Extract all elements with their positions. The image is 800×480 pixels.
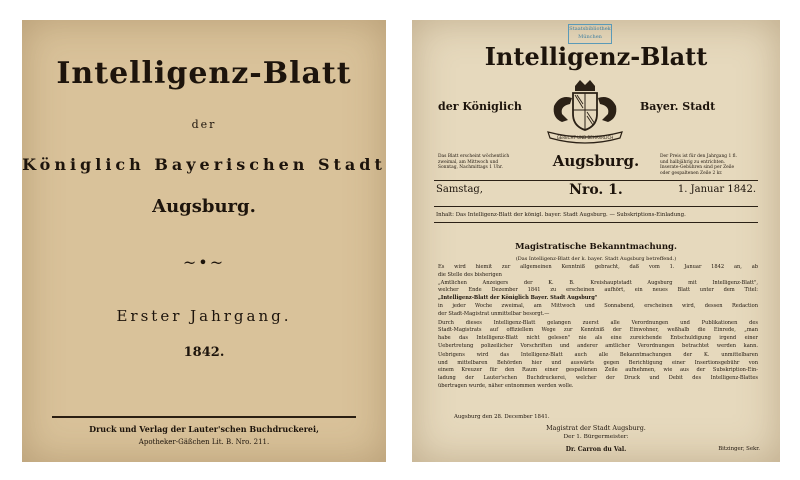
left-city-name: Augsburg.: [152, 196, 256, 217]
subscription-note-left: Das Blatt erscheint wöchentlich zweimal, am Mittwoch und Sonntag, Nachmittags 1 Uhr.: [438, 154, 510, 171]
signature-clerk: Bitzinger, Sekr.: [718, 446, 760, 452]
left-volume-label: Erster Jahrgang.: [116, 307, 292, 325]
contents-bottom-rule: [434, 222, 758, 223]
body-line: ladung der Lauter'schen Buchdruckerei, welcher der Druck und Debit des Intelligenz-Blattes: [438, 375, 758, 382]
contents-line: Inhalt: Das Intelligenz-Blatt der königl. bayer. Stadt Augsburg. — Subskriptions-Einladung.: [436, 212, 686, 218]
issue-date: 1. Januar 1842.: [677, 184, 756, 195]
crest-motto: GERECHT UND BEHARRLICH: [556, 135, 614, 140]
notice-subheading: (Das Intelligenz-Blatt der k. bayer. Stadt Augsburg betreffend.): [515, 256, 677, 262]
body-line: „Intelligenz-Blatt der Königlich Bayer. Stadt Augsburg": [438, 295, 598, 302]
library-stamp: [568, 24, 612, 44]
left-masthead-title: Intelligenz-Blatt: [56, 56, 352, 91]
issue-number: Nro. 1.: [569, 182, 623, 198]
body-line: Durch dieses Intelligenz-Blatt gelangen zuerst alle Verordnungen und Publikationen des: [438, 319, 758, 326]
right-page-first-issue: [412, 20, 780, 462]
date-row-bottom-rule: [434, 206, 758, 207]
body-line: und mittelbaren Behörden hier und auswärts gegen Berichtigung einer Insertionsgebühr von: [438, 359, 758, 366]
left-year: 1842.: [183, 345, 225, 360]
body-line: in jeder Woche zweimal, am Mittwoch und Sonnabend, erscheinen wird, dessen Redaction: [438, 302, 758, 309]
notice-heading: Magistratische Bekanntmachung.: [515, 242, 677, 252]
notice-body: [438, 264, 758, 391]
library-stamp-text: Staatsbibliothek München: [569, 26, 611, 40]
body-line: habe das Intelligenz-Blatt nicht gelesen" nie als eine zureichende Entschuldigung irgend einer: [438, 335, 758, 342]
right-bayer-stadt: Bayer. Stadt: [640, 100, 716, 113]
left-der-word: der: [191, 118, 217, 131]
right-city-name: Augsburg.: [552, 152, 640, 170]
left-royal-city-line: Königlich Bayerischen Stadt: [22, 155, 386, 174]
bavarian-coat-of-arms-icon: [540, 80, 630, 148]
body-line: Uebrigens wird das Intelligenz-Blatt auch alle Bekanntmachungen der K. unmittelbaren: [438, 351, 758, 358]
right-der-koniglich: der Königlich: [438, 100, 522, 113]
body-line: Stadt-Magistrats auf offiziellem Wege zur Kenntniß der Einwohner, weßhalb die Einrede, „man: [438, 327, 758, 334]
right-masthead-title: Intelligenz-Blatt: [484, 42, 708, 71]
signature-mayor-title: Der 1. Bürgermeister:: [563, 434, 629, 440]
body-line: einem Kreuzer für den Raum einer gespaltenen Zeile aufnehmen, wie aus der Subskription-Ein-: [438, 367, 758, 374]
body-line: der Stadt-Magistrat unmittelbar besorgt.—: [438, 310, 550, 317]
left-divider-rule: [52, 416, 356, 418]
body-line: übertragen wurde, näher entnommen werden wolle.: [438, 382, 574, 389]
left-page-title-sheet: [22, 20, 386, 462]
place-and-date: Augsburg den 28. December 1841.: [454, 414, 550, 420]
body-line: Uebertretung polizeilicher Vorschriften und anderer amtlicher Verordnungen betrachtet werden kann.: [438, 342, 758, 349]
left-address-line: Apotheker-Gäßchen Lit. B. Nro. 211.: [138, 438, 270, 446]
subscription-note-right: Der Preis ist für den Jahrgang 1 fl. und halbjährig zu entrichten. Inserate-Gebühren sind per Zeile oder gespaltenen Zeile 2 kr.: [660, 154, 737, 176]
signature-magistrate: Magistrat der Stadt Augsburg.: [546, 424, 646, 432]
body-line: die Stelle des bisherigen: [438, 271, 502, 278]
issue-date-row: [436, 182, 756, 204]
left-printer-line: Druck und Verlag der Lauter'schen Buchdruckerei,: [89, 424, 319, 434]
signature-mayor-name: Dr. Carron du Val.: [565, 446, 627, 453]
issue-weekday: Samstag,: [436, 184, 483, 195]
date-row-top-rule: [434, 180, 758, 181]
left-ornament: ~•~: [182, 253, 226, 272]
body-line: Es wird hiemit zur allgemeinen Kenntniß gebracht, daß vom 1. Januar 1842 an, ab: [438, 264, 758, 270]
body-line: „Amtlichen Anzeigers der K. B. Kreishauptstadt Augsburg mit Intelligenz-Blatt",: [438, 279, 758, 286]
body-line: welcher Ende Dezember 1841 zu erscheinen aufhört, ein neues Blatt unter dem Titel:: [438, 287, 758, 294]
